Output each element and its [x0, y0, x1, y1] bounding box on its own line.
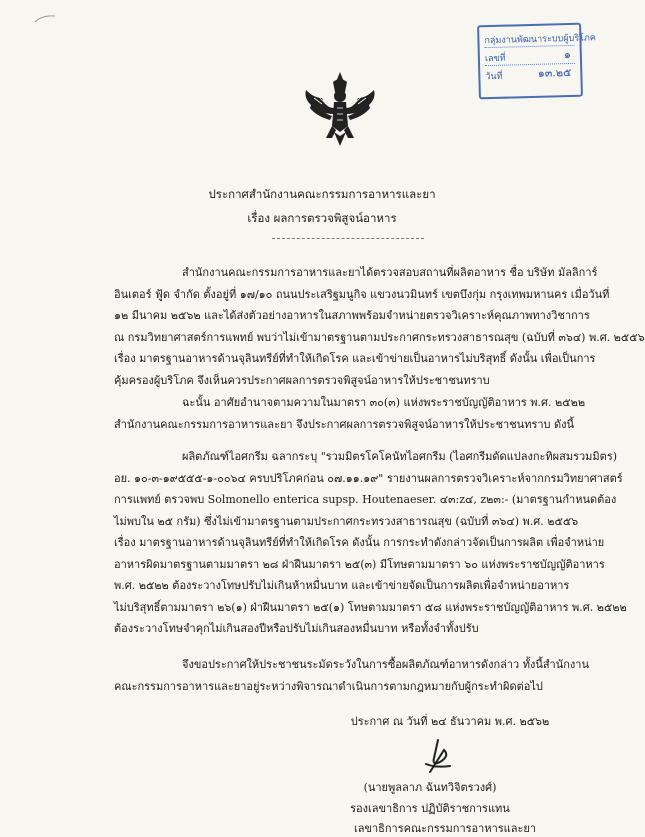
paragraph-authority: ฉะนั้น อาศัยอำนาจตามความในมาตรา ๓๐(๓) แห่งพระราชบัญญัติอาหาร พ.ศ. ๒๕๒๒ สำนักงานคณะกรรมการอาหารและยา จึงประกาศผลการตรวจพิสูจน์อาหารให้ประชาชนทราบ ดังนี้ [114, 396, 586, 431]
paragraph-product-findings: ผลิตภัณฑ์ไอศกรีม ฉลากระบุ "รวมมิตรโคโคนัทไอศกรีม (ไอศกรีมดัดแปลงกะทิผสมรวมมิตร) อย. ๑๐-๓-๑๙๕๕๕-๑-๐๐๖๔ ครบปริโภคก่อน ๐๗.๑๑.๑๙" รายงานผลการตรวจวิเคราะห์จากกรมวิทยาศาสตร์ การแพทย์ ตรวจพบ Solmonello enterica supsp. Houtenaeser. ๔๓:z๔, z๒๓:- (มาตรฐานกำหนดต้อง ไม่พบใน ๒๕ กรัม) ซึ่งไม่เข้ามาตรฐานตามประกาศกระทรวงสาธารณสุข (ฉบับที่ ๓๖๔) พ.ศ. ๒๕๕๖ เรื่อง มาตรฐานอาหารด้านจุลินทรีย์ที่ทำให้เกิดโรค ดังนั้น การกระทำดังกล่าวจัดเป็นการผลิต เพื่อจำหน่าย อาหารผิดมาตรฐานตามมาตรา ๒๘ ฝ่าฝืนมาตรา ๒๕(๓) มีโทษตามมาตรา ๖๐ แห่งพระราชบัญญัติอาหาร พ.ศ. ๒๕๒๒ ต้องระวางโทษปรับไม่เกินห้าหมื่นบาท และเข้าข่ายจัดเป็นการผลิตเพื่อจำหน่ายอาหาร ไม่บริสุทธิ์ตามมาตรา ๒๖(๑) ฝ่าฝืนมาตรา ๒๕(๑) โทษตามมาตรา ๕๘ แห่งพระราชบัญญัติอาหาร พ.ศ. ๒๕๒๒ ต้องระวางโทษจำคุกไม่เกินสองปีหรือปรับไม่เกินสองหมื่นบาท หรือทั้งจำทั้งปรับ [114, 450, 627, 635]
title-divider [272, 238, 424, 239]
stamp-row-office: กลุ่มงานพัฒนาระบบผู้บริโภค [484, 28, 574, 48]
stamp-row-number: เลขที่ ๑ [485, 46, 575, 66]
announcement-title: ประกาศสำนักงานคณะกรรมการอาหารและยา [208, 187, 436, 201]
receipt-stamp [477, 23, 597, 100]
signer-office: เลขาธิการคณะกรรมการอาหารและยา [353, 822, 537, 835]
announcement-subject: เรื่อง ผลการตรวจพิสูจน์อาหาร [247, 211, 397, 225]
paragraph-warning: จึงขอประกาศให้ประชาชนระมัดระวังในการซื้อผลิตภัณฑ์อาหารดังกล่าว ทั้งนี้สำนักงาน คณะกรรมการอาหารและยาอยู่ระหว่างพิจารณาดำเนินการตามกฎหมายกับผู้กระทำผิดต่อไป [114, 658, 589, 693]
signer-position: รองเลขาธิการ ปฏิบัติราชการแทน [350, 802, 510, 815]
signer-name: (นายพูลลาภ ฉันทวิจิตรวงศ์) [363, 781, 497, 794]
garuda-emblem [300, 68, 380, 148]
corner-scribble-mark [34, 14, 56, 24]
announcement-date: ประกาศ ณ วันที่ ๒๔ ธันวาคม พ.ศ. ๒๕๖๒ [350, 715, 550, 728]
handwritten-signature [420, 738, 454, 778]
paragraph-inspection: สำนักงานคณะกรรมการอาหารและยาได้ตรวจสอบสถานที่ผลิตอาหาร ชื่อ บริษัท มัลลิการ์ อินเตอร์ ฟู้ด จำกัด ตั้งอยู่ที่ ๑๗/๑๐ ถนนประเสริฐมนูกิจ แขวงนวมินทร์ เขตบึงกุ่ม กรุงเทพมหานคร เมื่อวันที่ ๑๒ มีนาคม ๒๕๖๒ และได้ส่งตัวอย่างอาหารในสภาพพร้อมจำหน่ายตรวจวิเคราะห์คุณภาพทางวิชาการ ณ กรมวิทยาศาสตร์การแพทย์ พบว่าไม่เข้ามาตรฐานตามประกาศกระทรวงสาธารณสุข (ฉบับที่ ๓๖๔) พ.ศ. ๒๕๕๖ เรื่อง มาตรฐานอาหารด้านจุลินทรีย์ที่ทำให้เกิดโรค และเข้าข่ายเป็นอาหารไม่บริสุทธิ์ ดังนั้น เพื่อเป็นการ คุ้มครองผู้บริโภค จึงเห็นควรประกาศผลการตรวจพิสูจน์อาหารให้ประชาชนทราบ [114, 266, 645, 387]
stamp-row-date: วันที่ ๑๓.๒๕ [485, 65, 572, 83]
